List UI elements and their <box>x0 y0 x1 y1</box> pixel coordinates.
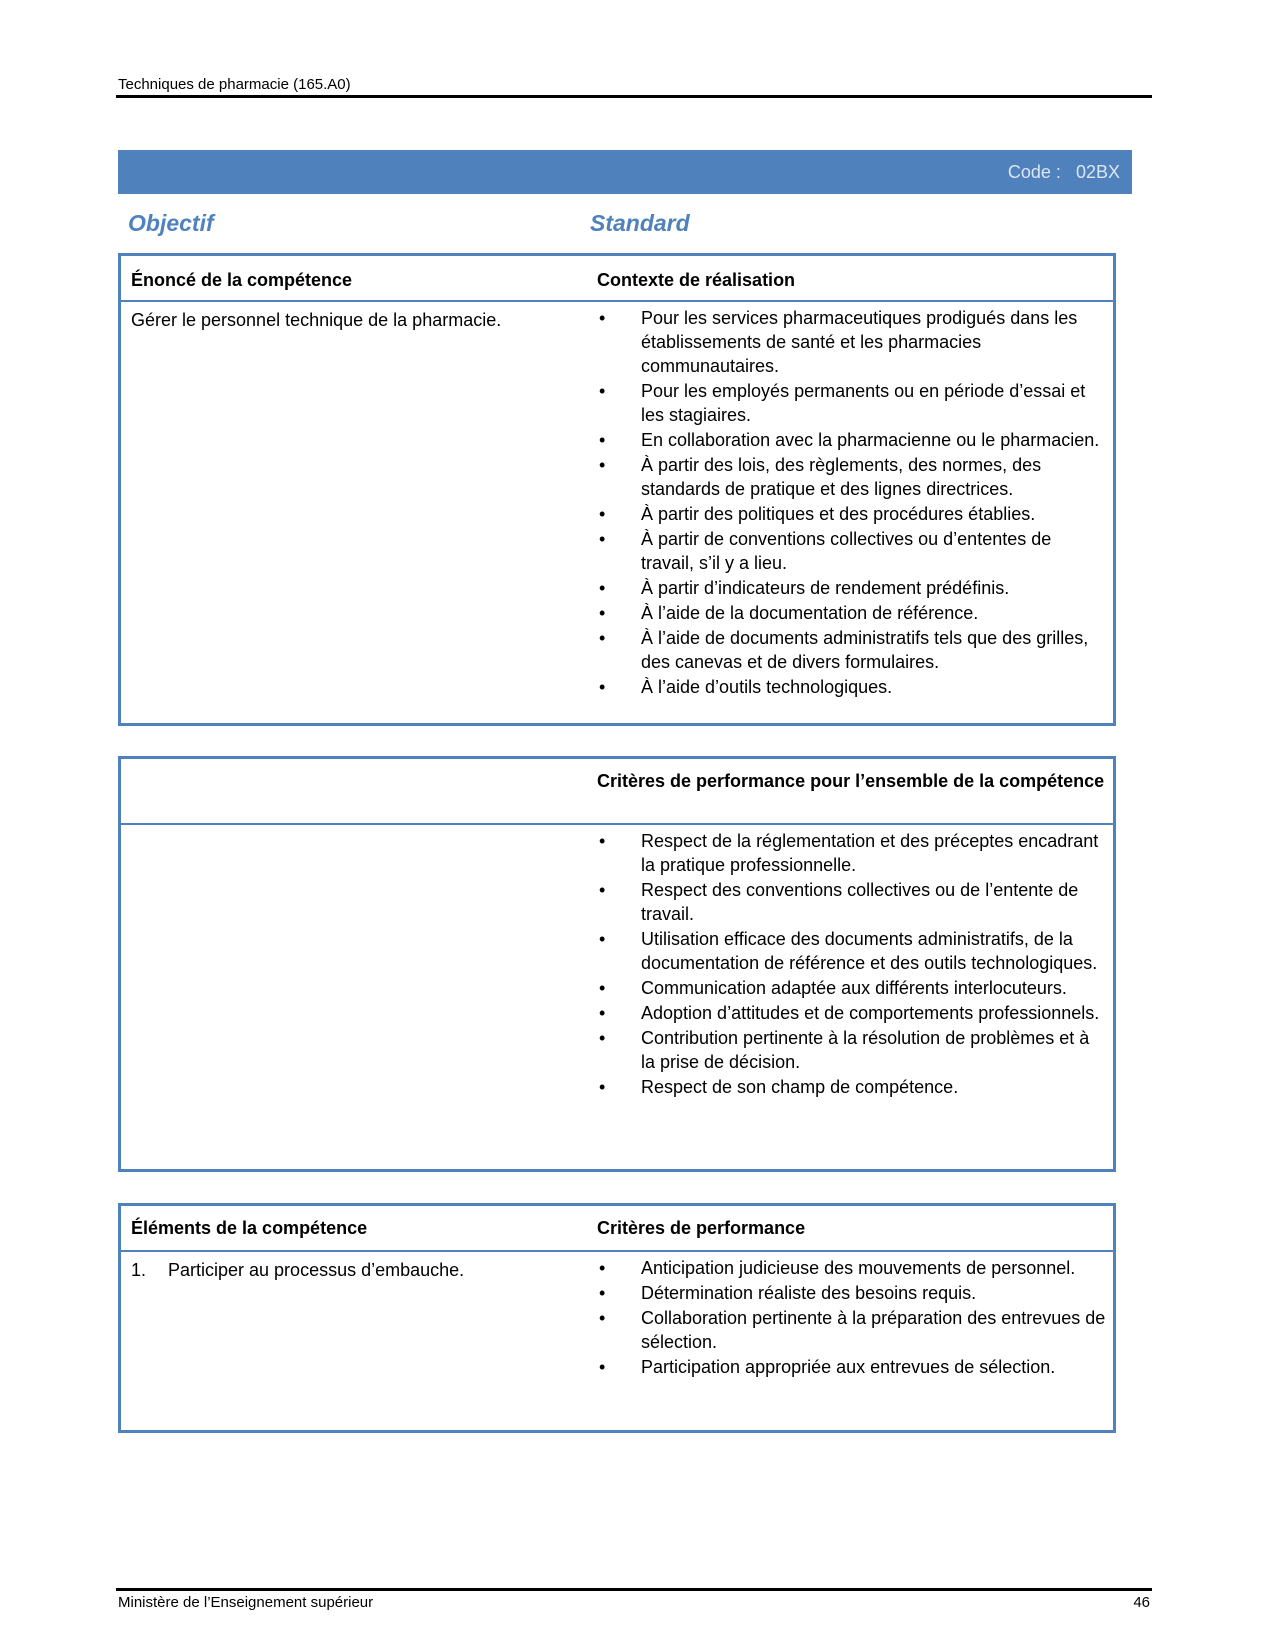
list-item: • Pour les employés permanents ou en période d’essai et les stagiaires. <box>599 381 1086 425</box>
list-item: • Adoption d’attitudes et de comportements professionnels. <box>599 1003 1100 1023</box>
list-item: • À l’aide de documents administratifs tels que des grilles, des canevas et de divers formulaires. <box>599 628 1089 672</box>
footer-rule <box>116 1588 1152 1591</box>
elements-criteria-table <box>118 1203 1116 1433</box>
bullet-icon: • <box>599 1077 606 1097</box>
elements-header: Éléments de la compétence <box>131 1218 368 1238</box>
statement-header: Énoncé de la compétence <box>131 270 353 290</box>
list-item: • Respect des conventions collectives ou de l’entente de travail. <box>599 880 1079 924</box>
page-number: 46 <box>1133 1594 1150 1611</box>
bullet-icon: • <box>599 1003 606 1023</box>
bullet-icon: • <box>599 929 606 949</box>
bullet-icon: • <box>599 831 606 851</box>
statement-context-table <box>118 253 1116 726</box>
global-criteria-header: Critères de performance pour l’ensemble de la compétence <box>597 771 1105 791</box>
list-item: • Respect de son champ de compétence. <box>599 1077 959 1097</box>
context-header: Contexte de réalisation <box>597 270 796 290</box>
objectif-heading: Objectif <box>128 210 214 236</box>
list-item: • À l’aide de la documentation de référence. <box>599 603 979 623</box>
bullet-icon: • <box>599 880 606 900</box>
criteria-header: Critères de performance <box>597 1218 806 1238</box>
bullet-icon: • <box>599 381 606 401</box>
list-item: • Détermination réaliste des besoins requis. <box>599 1283 977 1303</box>
bullet-icon: • <box>599 1308 606 1328</box>
element-1 <box>131 1260 464 1281</box>
table-header <box>121 1206 1113 1252</box>
list-item: • En collaboration avec la pharmacienne ou le pharmacien. <box>599 430 1100 450</box>
list-item: • Pour les services pharmaceutiques prodigués dans les établissements de santé et les pharmacies communautaires. <box>599 308 1078 376</box>
criteria-list <box>597 1256 1107 1380</box>
list-item: • Collaboration pertinente à la préparation des entrevues de sélection. <box>599 1308 1106 1352</box>
code-banner <box>118 150 1132 194</box>
element-number: 1. <box>131 1260 147 1280</box>
list-item: • Respect de la réglementation et des préceptes encadrant la pratique professionnelle. <box>599 831 1099 875</box>
list-item: • Participation appropriée aux entrevues de sélection. <box>599 1357 1056 1377</box>
footer-ministry: Ministère de l’Enseignement supérieur <box>118 1594 374 1611</box>
bullet-icon: • <box>599 308 606 328</box>
running-header: Techniques de pharmacie (165.A0) <box>118 76 351 93</box>
list-item: • À partir des politiques et des procédures établies. <box>599 504 1036 524</box>
bullet-icon: • <box>599 578 606 598</box>
list-item: • À partir des lois, des règlements, des normes, des standards de pratique et des lignes directrices. <box>599 455 1042 499</box>
context-list <box>597 306 1107 700</box>
code-value: 02BX <box>1075 162 1120 182</box>
bullet-icon: • <box>599 978 606 998</box>
list-item: • À partir d’indicateurs de rendement prédéfinis. <box>599 578 1010 598</box>
bullet-icon: • <box>599 628 606 648</box>
competency-code <box>1008 162 1120 183</box>
code-label: Code : <box>1007 162 1061 182</box>
bullet-icon: • <box>599 603 606 623</box>
bullet-icon: • <box>599 1283 606 1303</box>
list-item: • Anticipation judicieuse des mouvements de personnel. <box>599 1258 1076 1278</box>
bullet-icon: • <box>599 455 606 475</box>
list-item: • Communication adaptée aux différents interlocuteurs. <box>599 978 1067 998</box>
list-item: • Contribution pertinente à la résolution de problèmes et à la prise de décision. <box>599 1028 1090 1072</box>
bullet-icon: • <box>599 430 606 450</box>
global-criteria-table <box>118 756 1116 1172</box>
table-header <box>121 256 1113 302</box>
bullet-icon: • <box>599 504 606 524</box>
element-text: Participer au processus d’embauche. <box>168 1260 465 1280</box>
competency-statement: Gérer le personnel technique de la pharmacie. <box>131 310 502 330</box>
list-item: • À partir de conventions collectives ou d’ententes de travail, s’il y a lieu. <box>599 529 1052 573</box>
bullet-icon: • <box>599 1258 606 1278</box>
header-rule <box>116 95 1152 98</box>
bullet-icon: • <box>599 529 606 549</box>
bullet-icon: • <box>599 1357 606 1377</box>
standard-heading: Standard <box>590 210 690 236</box>
list-item: • Utilisation efficace des documents administratifs, de la documentation de référence et des outils technologiques. <box>599 929 1098 973</box>
global-criteria-list <box>597 829 1107 1100</box>
bullet-icon: • <box>599 677 606 697</box>
bullet-icon: • <box>599 1028 606 1048</box>
list-item: • À l’aide d’outils technologiques. <box>599 677 893 697</box>
table-header <box>121 759 1113 825</box>
